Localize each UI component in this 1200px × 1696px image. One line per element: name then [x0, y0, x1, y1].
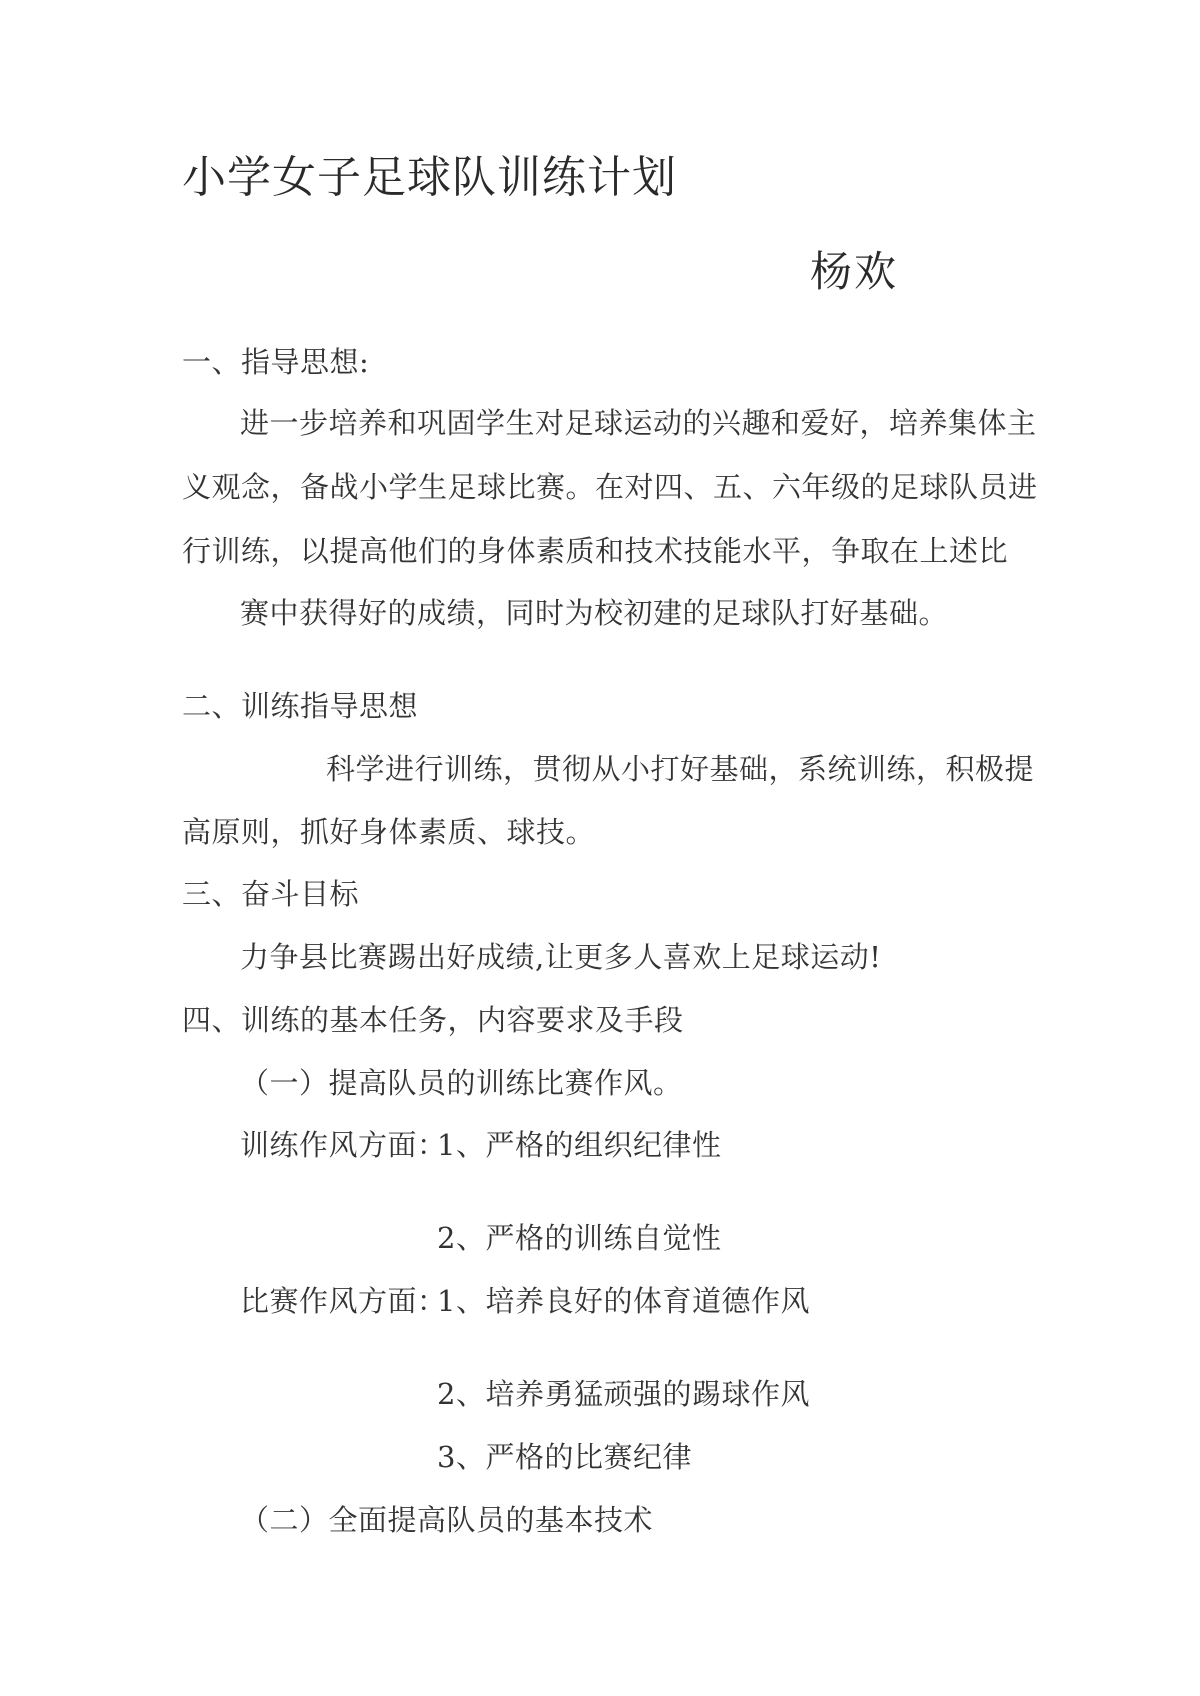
training-style-label: 训练作风方面：: [240, 1128, 447, 1162]
document-title: 小学女子足球队训练计划: [182, 152, 677, 203]
section1-line-2: 义观念，备战小学生足球比赛。在对四、五、六年级的足球队员进: [182, 470, 1038, 504]
match-style-label: 比赛作风方面：: [240, 1284, 447, 1318]
section3-heading: 三、奋斗目标: [182, 877, 360, 911]
section2-heading: 二、训练指导思想: [182, 689, 419, 723]
section1-heading: 一、指导思想:: [182, 345, 370, 379]
section2-line-2: 高原则，抓好身体素质、球技。: [182, 815, 596, 849]
match-style-item-2: 2、培养勇猛顽强的踢球作风: [437, 1377, 810, 1411]
section1-line-4: 赛中获得好的成绩，同时为校初建的足球队打好基础。: [240, 596, 949, 630]
section4-heading: 四、训练的基本任务，内容要求及手段: [182, 1003, 684, 1037]
training-style-item-2: 2、严格的训练自觉性: [437, 1221, 722, 1255]
section1-line-1: 进一步培养和巩固学生对足球运动的兴趣和爱好，培养集体主: [240, 406, 1037, 440]
section2-line-1: 科学进行训练，贯彻从小打好基础，系统训练，积极提: [326, 752, 1035, 786]
document-author: 杨欢: [810, 247, 899, 296]
section4-sub1-heading: （一）提高队员的训练比赛作风。: [240, 1066, 683, 1100]
section4-sub2-heading: （二）全面提高队员的基本技术: [240, 1503, 654, 1537]
match-style-item-3: 3、严格的比赛纪律: [437, 1440, 692, 1474]
match-style-item-1: 1、培养良好的体育道德作风: [437, 1284, 810, 1318]
section3-text: 力争县比赛踢出好成绩,让更多人喜欢上足球运动!: [240, 940, 882, 974]
training-style-item-1: 1、严格的组织纪律性: [437, 1128, 722, 1162]
section1-line-3: 行训练，以提高他们的身体素质和技术技能水平，争取在上述比: [182, 534, 1009, 568]
